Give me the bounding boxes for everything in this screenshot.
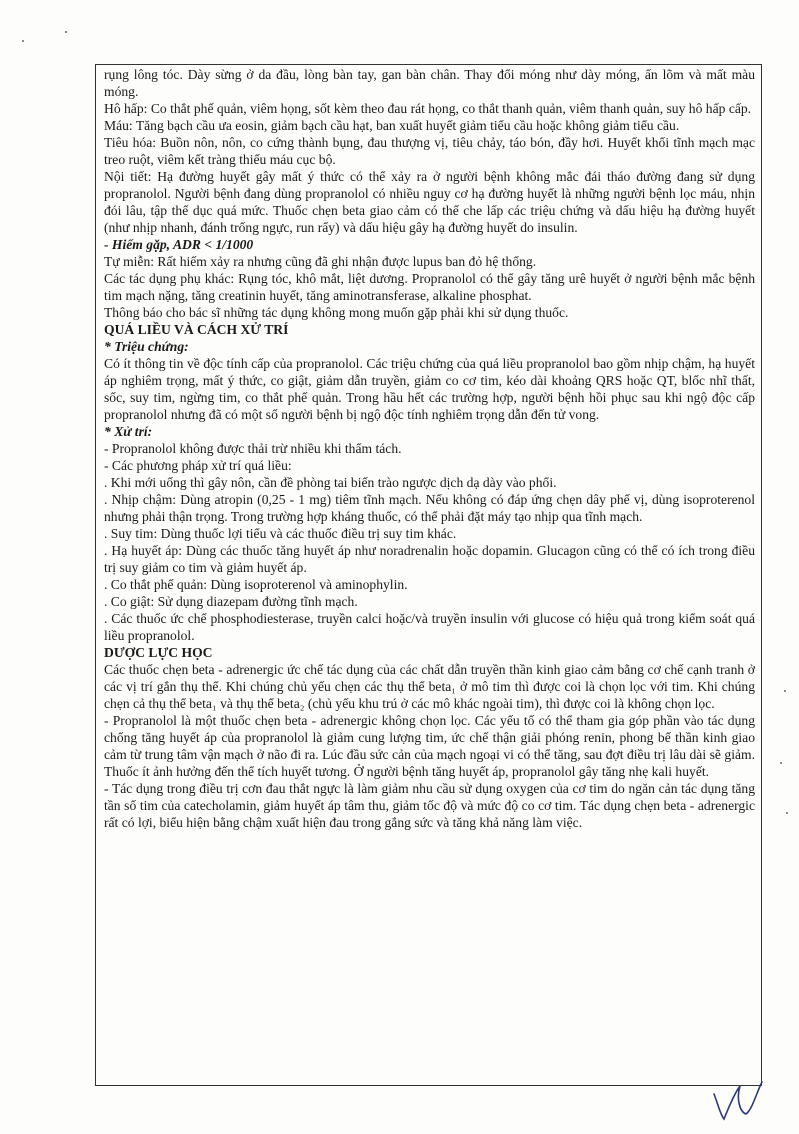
paragraph: - Propranolol là một thuốc chẹn beta - adrenergic không chọn lọc. Các yếu tố có thể tham gia góp phần vào tác dụng chống tăng huyết áp của propranolol là giảm cung lượng tim, ức chế thận giải phóng renin, phong bế thần kinh giao cảm từ trung tâm vận mạch ở não đi ra. Lúc đầu sức cản của mạch ngoại vi có thể tăng, sau đợt điều trị lâu dài sẽ giảm. Thuốc ít ảnh hưởng đến thể tích huyết tương. Ở người bệnh tăng huyết áp, propranolol gây tăng nhẹ kali huyết.	[104, 713, 755, 779]
paragraph: . Hạ huyết áp: Dùng các thuốc tăng huyết áp như noradrenalin hoặc dopamin. Glucagon cũng có thể có ích trong điều trị suy giảm co tim và giảm huyết áp.	[104, 543, 755, 575]
paragraph: . Suy tim: Dùng thuốc lợi tiểu và các thuốc điều trị suy tim khác.	[104, 526, 457, 541]
signature-mark	[706, 1064, 766, 1124]
scan-speck	[65, 31, 67, 33]
paragraph: Nội tiết: Hạ đường huyết gây mất ý thức có thể xảy ra ở người bệnh không mắc đái tháo đường đang sử dụng propranolol. Người bệnh đang dùng propranolol có nhiều nguy cơ hạ đường huyết là những người bệnh lọc máu, nhịn đói lâu, tập thể dục quá mức. Thuốc chẹn beta giao cảm có thể che lấp các triệu chứng và dấu hiệu hạ đường huyết (như nhịp nhanh, đánh trống ngực, run rẩy) và dấu hiệu gây hạ đường huyết do insulin.	[104, 169, 755, 235]
subheading: * Xử trí:	[104, 424, 153, 439]
scan-speck	[780, 762, 782, 764]
paragraph: Tiêu hóa: Buồn nôn, nôn, co cứng thành bụng, đau thượng vị, tiêu chảy, táo bón, đầy hơi. Huyết khối tĩnh mạch mạc treo ruột, viêm kết tràng thiếu máu cục bộ.	[104, 135, 755, 167]
paragraph: Các thuốc chẹn beta - adrenergic ức chế tác dụng của các chất dẫn truyền thần kinh giao cảm bằng cơ chế cạnh tranh ở các vị trí gắn thụ thể. Khi chúng chủ yếu chẹn các thụ thể beta₁ ở mô tim thì được coi là chọn lọc với tim. Khi chúng chẹn cả thụ thể beta₁ và thụ thể beta₂ (chủ yếu khu trú ở các mô khác ngoài tim), thì được coi là không chọn lọc.	[104, 662, 755, 711]
section-heading: DƯỢC LỰC HỌC	[104, 645, 213, 660]
text-frame	[95, 64, 762, 1086]
paragraph: - Propranolol không được thải trừ nhiều khi thẩm tách.	[104, 441, 402, 456]
scan-speck	[22, 40, 24, 42]
paragraph: . Nhịp chậm: Dùng atropin (0,25 - 1 mg) tiêm tĩnh mạch. Nếu không có đáp ứng chẹn dây phế vị, dùng isoproterenol nhưng phải thận trọng. Trong trường hợp kháng thuốc, có thể phải đặt máy tạo nhịp qua tĩnh mạch.	[104, 492, 755, 524]
subheading: * Triệu chứng:	[104, 339, 189, 354]
scan-speck	[784, 690, 786, 692]
paragraph: . Khi mới uống thì gây nôn, cần đề phòng tai biến trào ngược dịch dạ dày vào phổi.	[104, 475, 557, 490]
paragraph: Tự miễn: Rất hiếm xảy ra nhưng cũng đã ghi nhận được lupus ban đỏ hệ thống.	[104, 254, 537, 269]
paragraph: . Các thuốc ức chế phosphodiesterase, truyền calci hoặc/và truyền insulin với glucose có hiệu quả trong kiểm soát quá liều propranolol.	[104, 611, 755, 643]
paragraph: Hô hấp: Co thắt phế quản, viêm họng, sốt kèm theo đau rát họng, co thắt thanh quản, viêm thanh quản, suy hô hấp cấp.	[104, 101, 752, 116]
paragraph: . Co thắt phế quản: Dùng isoproterenol và aminophylin.	[104, 577, 408, 592]
paragraph: Máu: Tăng bạch cầu ưa eosin, giảm bạch cầu hạt, ban xuất huyết giảm tiểu cầu hoặc không giảm tiểu cầu.	[104, 118, 680, 133]
paragraph: rụng lông tóc. Dày sừng ở da đầu, lòng bàn tay, gan bàn chân. Thay đổi móng như dày móng, ấn lõm và mất màu móng.	[104, 67, 755, 99]
subheading: - Hiếm gặp, ADR < 1/1000	[104, 237, 254, 252]
paragraph: - Các phương pháp xử trí quá liều:	[104, 458, 292, 473]
paragraph: Các tác dụng phụ khác: Rụng tóc, khô mắt, liệt dương. Propranolol có thể gây tăng urê huyết ở người bệnh mắc bệnh tim mạch nặng, tăng creatinin huyết, tăng aminotransferase, alkaline phosphat.	[104, 271, 755, 303]
paragraph: - Tác dụng trong điều trị cơn đau thắt ngực là làm giảm nhu cầu sử dụng oxygen của cơ tim do ngăn cản tác dụng tăng tần số tim của catecholamin, giảm huyết áp tâm thu, giảm tốc độ và mức độ co cơ tim. Tác dụng chẹn beta - adrenergic rất có lợi, biểu hiện bằng chậm xuất hiện đau trong gắng sức và tăng khả năng làm việc.	[104, 781, 755, 830]
section-heading: QUÁ LIỀU VÀ CÁCH XỬ TRÍ	[104, 322, 289, 337]
scan-speck	[786, 812, 788, 814]
paragraph: Có ít thông tin về độc tính cấp của propranolol. Các triệu chứng của quá liều propranolol bao gồm nhịp chậm, hạ huyết áp nghiêm trọng, mất ý thức, co giật, giảm dẫn truyền, giảm co cơ tim, kéo dài khoảng QRS hoặc QT, blốc nhĩ thất, sốc, suy tim, ngừng tim, co thắt phế quản. Trong hầu hết các trường hợp, người bệnh hồi phục sau khi ngộ độc cấp propranolol nhưng đã có một số người bệnh bị ngộ độc tính nghiêm trọng dẫn đến tử vong.	[104, 356, 755, 422]
paragraph: . Co giật: Sử dụng diazepam đường tĩnh mạch.	[104, 594, 358, 609]
paragraph: Thông báo cho bác sĩ những tác dụng không mong muốn gặp phải khi sử dụng thuốc.	[104, 305, 569, 320]
